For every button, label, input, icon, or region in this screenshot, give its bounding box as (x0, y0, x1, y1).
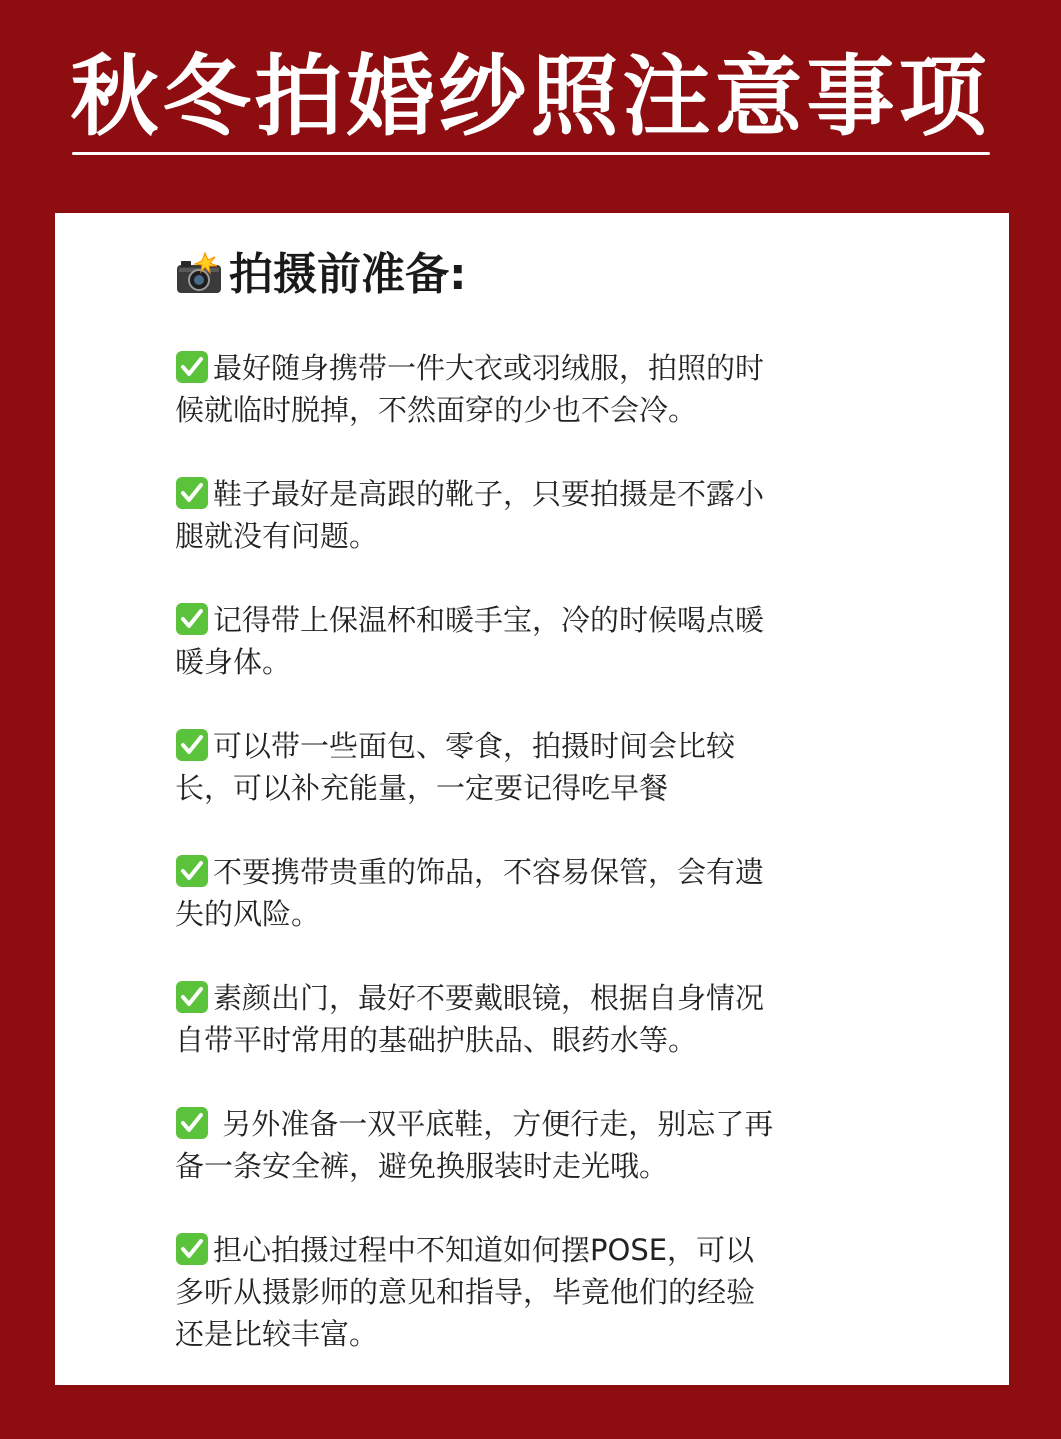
check-mark-icon (175, 854, 209, 888)
list-item (175, 1229, 775, 1355)
check-mark-icon (175, 350, 209, 384)
list-item-text: 鞋子最好是高跟的靴子，只要拍摄是不露小腿就没有问题。 (175, 477, 765, 553)
list-item (175, 977, 775, 1061)
list-item-text: 记得带上保温杯和暖手宝，冷的时候喝点暖暖身体。 (175, 603, 765, 679)
check-mark-icon (175, 1106, 209, 1140)
list-item (175, 851, 775, 935)
list-item-text: 另外准备一双平底鞋，方便行走，别忘了再备一条安全裤，避免换服装时走光哦。 (175, 1107, 774, 1183)
check-mark-icon (175, 476, 209, 510)
check-mark-icon (175, 728, 209, 762)
page-title: 秋冬拍婚纱照注意事项 (70, 45, 991, 148)
list-item-text: 可以带一些面包、零食，拍摄时间会比较长，可以补充能量，一定要记得吃早餐 (175, 729, 736, 805)
section-header (175, 245, 467, 305)
list-item (175, 473, 775, 557)
title-underline (72, 152, 990, 155)
tips-list (175, 347, 775, 1355)
list-item (175, 725, 775, 809)
check-mark-icon (175, 602, 209, 636)
list-item-text: 素颜出门，最好不要戴眼镜，根据自身情况自带平时常用的基础护肤品、眼药水等。 (175, 981, 765, 1057)
list-item (175, 1103, 775, 1187)
list-item-text: 不要携带贵重的饰品，不容易保管，会有遗失的风险。 (175, 855, 765, 931)
list-item-text: 最好随身携带一件大衣或羽绒服，拍照的时候就临时脱掉，不然面穿的少也不会冷。 (175, 351, 765, 427)
list-item (175, 599, 775, 683)
camera-flash-icon (175, 251, 223, 299)
section-heading: 拍摄前准备: (229, 249, 467, 300)
list-item-text: 担心拍摄过程中不知道如何摆POSE，可以多听从摄影师的意见和指导，毕竟他们的经验还是比较丰富。 (175, 1233, 756, 1351)
list-item (175, 347, 775, 431)
check-mark-icon (175, 1232, 209, 1266)
content-card (55, 213, 1009, 1385)
check-mark-icon (175, 980, 209, 1014)
